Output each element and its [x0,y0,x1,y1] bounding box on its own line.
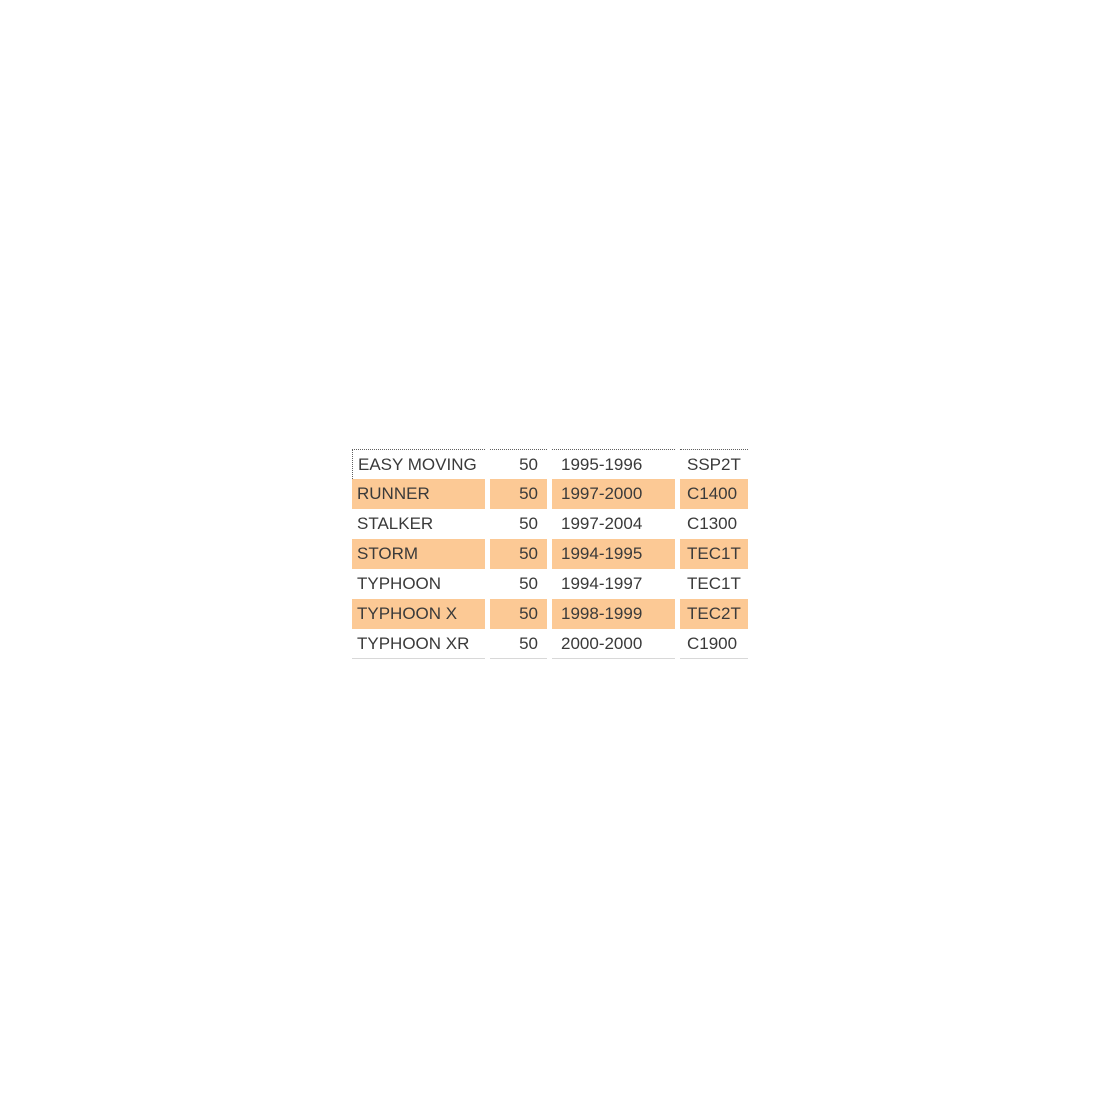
table-row [352,479,748,509]
years-cell: 1994-1997 [552,569,675,599]
displacement-cell: 50 [490,569,547,599]
engine-code-cell: TEC1T [680,539,748,569]
model-cell: EASY MOVING [352,449,485,479]
engine-code-cell: C1900 [680,629,748,659]
displacement-cell: 50 [490,539,547,569]
years-cell: 1995-1996 [552,449,675,479]
engine-code-cell: SSP2T [680,449,748,479]
model-cell: RUNNER [352,479,485,509]
years-cell: 1998-1999 [552,599,675,629]
model-cell: STALKER [352,509,485,539]
table-row [352,539,748,569]
engine-code-cell: TEC2T [680,599,748,629]
years-cell: 1997-2000 [552,479,675,509]
table-row [352,569,748,599]
engine-code-cell: C1400 [680,479,748,509]
model-cell: STORM [352,539,485,569]
years-cell: 2000-2000 [552,629,675,659]
model-cell: TYPHOON X [352,599,485,629]
table-row [352,509,748,539]
fitment-table [352,449,748,659]
model-cell: TYPHOON [352,569,485,599]
model-cell: TYPHOON XR [352,629,485,659]
displacement-cell: 50 [490,629,547,659]
displacement-cell: 50 [490,509,547,539]
displacement-cell: 50 [490,449,547,479]
table-row [352,599,748,629]
engine-code-cell: TEC1T [680,569,748,599]
displacement-cell: 50 [490,599,547,629]
engine-code-cell: C1300 [680,509,748,539]
table-row [352,629,748,659]
displacement-cell: 50 [490,479,547,509]
years-cell: 1994-1995 [552,539,675,569]
table-row [352,449,748,479]
years-cell: 1997-2004 [552,509,675,539]
